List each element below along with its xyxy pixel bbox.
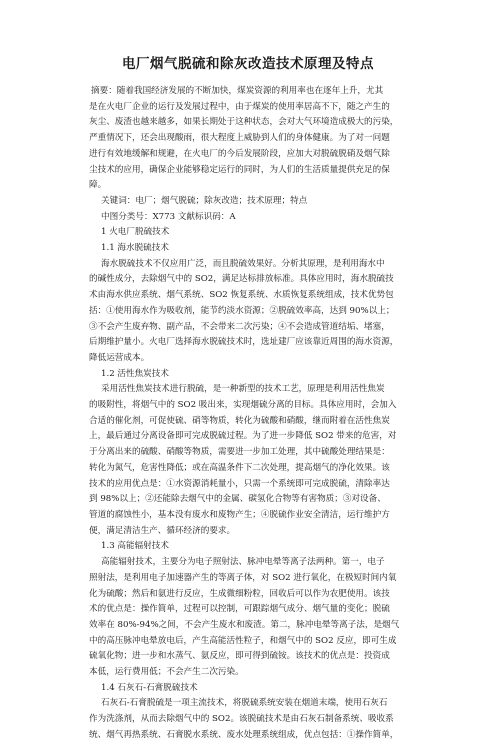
text-line: 技术的应用优点是：①水资源消耗量小，只需一个系统即可完成脱硫，清除率达: [89, 478, 390, 489]
text-line: 转化为氮气，危害性降低；或在高温条件下二次处理，提高烟气的净化效果。该: [89, 462, 390, 473]
text-line: 的吸附性，将烟气中的 SO2 吸出来，实现烟硫分离的目标。具体应用时，会加入: [89, 400, 397, 411]
text-line: 进行有效地缓解和规避，在火电厂的今后发展阶段，应加大对脱硫脱硝及烟气除: [89, 148, 390, 159]
text-line: 中的高压脉冲电晕放电后，产生高能活性粒子，和烟气中的 SO2 反应，即可生成: [89, 635, 397, 646]
text-line: 化为硫酸；然后和氨进行反应，生成微细粉粒，回收后可以作为农肥使用。该技: [89, 588, 390, 599]
text-line: 管道的腐蚀性小，基本没有废水和废物产生；④脱硫作业安全清洁，运行维护方: [89, 509, 390, 520]
text-line: 上，最后通过分离设备即可完成脱硫过程。为了进一步降低 SO2 带来的危害，对: [89, 431, 397, 442]
text-line: 1.3 高能辐射技术: [101, 541, 169, 552]
text-line: 海水脱硫技术不仅应用广泛，而且脱硫效果好。分析其原理，是利用海水中: [101, 258, 385, 269]
text-line: 硫氧化物；进一步和水蒸气、氨反应，即可得到硫铵。该技术的优点是：投资成: [89, 651, 390, 662]
text-line: 灰尘、废渣也越来越多，如果长期处于这种状态，会对大气环境造成极大的污染，: [89, 117, 399, 128]
text-line: ③不会产生废弃物、副产品，不会带来二次污染；④不会造成管道结垢、堵塞，: [89, 321, 390, 332]
text-line: 统、烟气再热系统、石膏脱水系统、废水处理系统组成，优点包括：①操作简单，: [89, 729, 399, 740]
text-line: 合适的催化剂，可促使硫、硝等物质，转化为硫酸和硝酸，继而附着在活性焦炭: [89, 415, 390, 426]
text-line: 尘技术的应用，确保企业能够稳定运行的同时，为人们的生活质量提供充足的保: [89, 164, 390, 175]
text-line: 是在火电厂企业的运行及发展过程中，由于煤炭的使用率居高不下，随之产生的: [89, 101, 390, 112]
text-line: 采用活性焦炭技术进行脱硫，是一种新型的技术工艺，原理是利用活性焦炭: [101, 384, 385, 395]
text-line: 摘要：随着我国经济发展的不断加快，煤炭资源的利用率也在逐年上升，尤其: [91, 86, 384, 96]
text-line: 作为洗涤剂，从而去除烟气中的 SO2。该脱硫技术是由石灰石制备系统、吸收系: [89, 714, 394, 725]
text-line: 降低运营成本。: [89, 352, 150, 363]
document-title: 电厂烟气脱硫和除灰改造技术原理及特点: [122, 56, 374, 72]
text-line: 的碱性成分，去除烟气中的 SO2，满足达标排放标准。具体应用时，海水脱硫技: [89, 274, 394, 285]
text-line: 便，满足清洁生产、循环经济的要求。: [89, 525, 236, 536]
text-line: 关键词：电厂；烟气脱硫；除灰改造；技术原理；特点: [101, 195, 308, 206]
text-line: 1.4 石灰石-石膏脱硫技术: [101, 682, 198, 693]
text-line: 术的优点是：操作简单，过程可以控制，可跟踪烟气成分、烟气量的变化；脱硫: [89, 604, 390, 615]
text-line: 于分离出来的硫酸、硝酸等物质，需要进一步加工处理，其中硫酸处理结果是：: [89, 447, 390, 458]
text-line: 1 火电厂脱硫技术: [101, 227, 170, 238]
text-line: 1.2 活性焦炭技术: [101, 368, 169, 379]
text-line: 效率在 80%-94%之间，不会产生废水和废渣。第二，脉冲电晕等离子法，是烟气: [89, 619, 400, 630]
text-line: 1.1 海水脱硫技术: [101, 243, 169, 254]
text-line: 石灰石-石膏脱硫是一项主流技术，将脱硫系统安装在烟道末端，使用石灰石: [101, 698, 388, 709]
text-line: 高能辐射技术，主要分为电子照射法、脉冲电晕等离子法两种。第一，电子: [101, 557, 385, 568]
text-line: 本低，运行费用低；不会产生二次污染。: [89, 667, 244, 678]
text-line: 后期维护量小。火电厂选择海水脱硫技术时，选址建厂应该靠近周围的海水资源，: [89, 337, 399, 348]
text-line: 术由海水供应系统、烟气系统、SO2 恢复系统、水质恢复系统组成，技术优势包: [89, 290, 394, 301]
document-body: [89, 84, 405, 744]
text-line: 照射法，是利用电子加速器产生的等离子体，对 SO2 进行氧化，在极短时间内氧: [89, 572, 397, 583]
text-line: 到 98%以上；②还能除去烟气中的金属、碳氢化合物等有害物质；③对设备、: [89, 494, 386, 505]
text-line: 障。: [89, 180, 107, 191]
text-line: 括：①使用海水作为吸收剂，能节约淡水资源；②脱硫效率高，达到 90%以上；: [89, 305, 395, 316]
text-line: 严重情况下，还会出现酸雨，很大程度上威胁到人们的身体健康。为了对一问题: [89, 133, 390, 144]
text-line: 中图分类号：X773 文献标识码：A: [101, 211, 236, 222]
